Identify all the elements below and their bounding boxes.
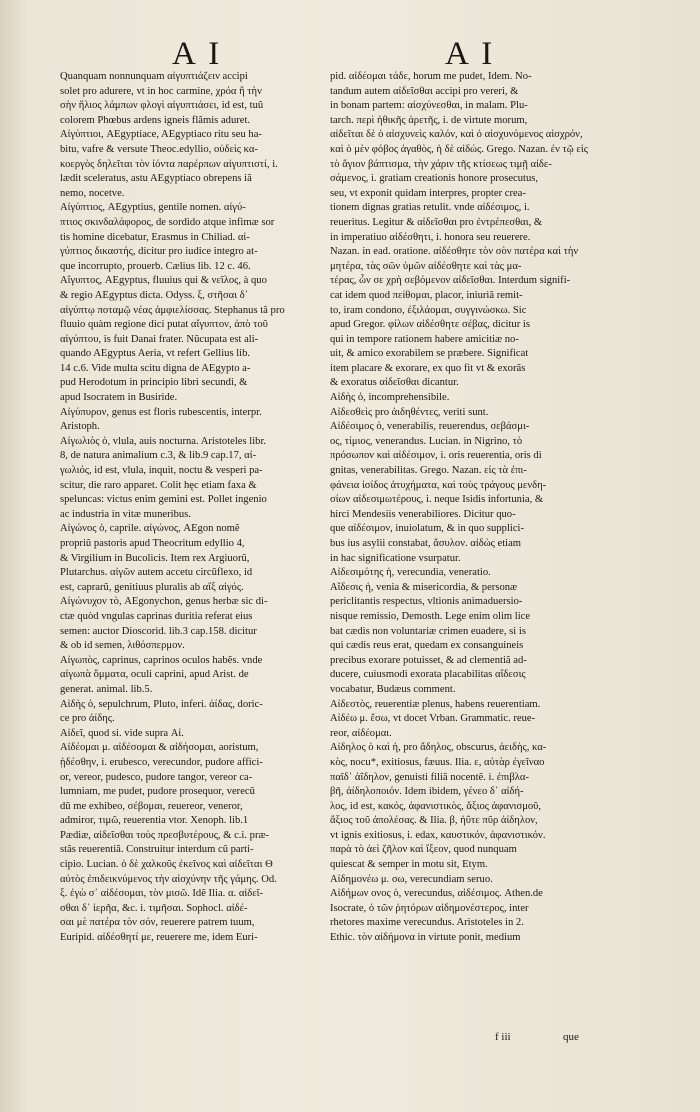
text-line: Αἴγυπτος, AEgyptus, fluuius qui & νεῖλος, à quo <box>60 275 267 287</box>
text-line: Αἰγωλιὸς ὁ, vlula, auis nocturna. Aristoteles libr. <box>60 435 267 447</box>
text-line: αἰγύπτῳ ποταμῷ νέας ἀμφιελίσσας. Stephanus tã pro <box>60 304 285 316</box>
text-line: πρόσωπον καὶ αἰδέσιμον, i. oris reuerentia, oris di <box>330 450 542 462</box>
text-line: σάμενος, i. gratiam creationis honore prosecutus, <box>330 173 539 185</box>
text-line: λος, id est, κακός, ἀφανιστικὸς, ἄξιος ἀφανισμοῦ, <box>330 800 542 812</box>
text-line: ᾐδέσθην, i. erubesco, verecundor, pudore affici- <box>60 756 263 768</box>
text-line: ac industria in vitæ muneribus. <box>60 508 191 520</box>
text-line: αἰγωπὰ ὄμματα, oculi caprini, apud Arist. de <box>60 669 249 681</box>
text-line: bus ius asylii constabat, ἄσυλον. αἰδὼς etiam <box>330 538 522 549</box>
text-line: ἄξιος τοῦ ἀπολέσας. & Ilia. β, ἠΰτε πῦρ ἀίδηλον, <box>330 815 538 827</box>
text-line: periclitantis respectus, vltionis animaduersio- <box>330 596 523 608</box>
text-line: Pædiæ, αἰδεῖσθαι τοὺς πρεσβυτέρους, & c.i. præ- <box>60 829 270 841</box>
text-line: reueritus. Legitur & αἰδεῖσθαι pro ἐντρέπεσθαι, & <box>330 216 543 228</box>
text-line: colorem Phœbus ardens igneis flãmis aduret. <box>60 114 251 126</box>
text-line: τὸ ἅγιον βάπτισμα, τὴν χάριν τῆς κτίσεως τιμῇ αἰδε- <box>330 158 552 170</box>
text-line: Αἰδὴς ὁ, incomprehensibile. <box>330 392 450 404</box>
text-line: nemo, nocetve. <box>60 187 125 199</box>
text-line: in hac significatione vsurpatur. <box>330 552 461 564</box>
text-line: Aristoph. <box>60 421 100 433</box>
left-column <box>60 70 322 946</box>
text-line: propriũ pastoris apud Theocritum edyllio 4, <box>60 538 245 549</box>
text-line: quando AEgyptus Aeria, vt refert Gellius lib. <box>60 348 251 360</box>
text-line: tarch. περὶ ἠθικῆς ἀρετῆς, i. de virtute morum, <box>330 114 528 126</box>
text-line: Αἰγώνος ὁ, caprile. αἰγώνος, AEgon nomẽ <box>60 523 240 535</box>
text-line: in bonam partem: αἰσχύνεσθαι, in malam. Plu- <box>330 100 528 112</box>
text-line: σθαι δ᾽ ἱερῆα, &c. i. τιμῆσαι. Sophocl. αἰδέ- <box>60 902 248 914</box>
text-line: vt ignis exitiosus, i. edax, καυστικόν, ἀφανιστικόν. <box>330 829 546 841</box>
text-line: tionem dignas gratias retulit. vnde αἰδέσιμος, i. <box>330 202 530 214</box>
text-line: apud Isocratem in Busiride. <box>60 392 178 404</box>
text-line: bat cædis non voluntariæ crimen euadere, si is <box>330 625 526 637</box>
text-line: γύπτιος δικαστής, dicitur pro iudice integro at- <box>60 246 258 258</box>
text-line: & exoratus αἰδεῖσθαι dicantur. <box>330 377 459 389</box>
text-line: Αἰδεῖ, quod si. vide supra Αἰ. <box>60 727 184 739</box>
text-line: πτιος σκινδαλάφορος, de sordido atque infimæ sor <box>60 216 275 228</box>
text-line: Αἰδέσιμος ὁ, venerabilis, reuerendus, σεβάσμι- <box>330 421 530 433</box>
signature-mark: f iii <box>495 1031 511 1043</box>
text-line: αὐτὸς ἐπιδεικνύμενος τὴν αἰσχύνην τῆς γάμης. Od. <box>60 873 277 885</box>
text-line: σίων αἰδεσιμωτέρους, i. neque Isidis infortunia, & <box>330 494 544 506</box>
text-line: βῆ, ἀίδηλοποιόν. Idem ibidem, γένεο δ᾽ αἰδή- <box>330 786 524 798</box>
text-line: Αἰδεσθεὶς pro ἀιδηθέντες, veriti sunt. <box>330 406 489 418</box>
text-line: ος, τίμιος, venerandus. Lucian. in Nigrino, τὸ <box>330 435 523 447</box>
text-line: in imperatiuo αἰδέσθητι, i. honora seu reuerere. <box>330 231 531 243</box>
text-line: 8, de natura animalium c.3, & lib.9 cap.17, αἰ- <box>60 450 257 462</box>
text-line: speluncas: victus enim gemini est. Pollet ingenio <box>60 494 267 506</box>
text-line: tis homine dicebatur, Erasmus in Chiliad. αἰ- <box>60 231 250 243</box>
text-line: Αἴδεσις ἡ, venia & misericordia, & personæ <box>330 581 518 593</box>
text-line: fluuio quàm regione dici putat αἴγυπτον, ἀπὸ τοῦ <box>60 319 268 331</box>
text-line: admiror, τιμῶ, reuerentia vtor. Xenoph. lib.1 <box>60 815 249 827</box>
text-line: est, caprarũ, genitiuus pluralis ab αἴξ αἰγός. <box>60 581 244 593</box>
text-line: solet pro adurere, vt in hoc carmine, χρόα ἢ τὴν <box>60 85 262 97</box>
text-line: gnitas, venerabilitas. Grego. Nazan. εἰς τὰ ἐπι- <box>330 465 527 477</box>
text-line: generat. animal. lib.5. <box>60 683 153 695</box>
text-line: lumniam, me pudet, pudore prosequor, verecũ <box>60 786 255 798</box>
text-line: bitu, vafre & versute Theoc.edyllio, οὐδεὶς κα- <box>60 143 258 155</box>
text-line: & regio AEgyptus dicta. Odyss. ξ, στῆσαι δ᾽ <box>60 289 249 301</box>
text-line: Αἰγύπυρον, genus est floris rubescentis, interpr. <box>60 406 262 418</box>
text-line: σαι μὲ πατέρα τὸν σόν, reuerere patrem tuum, <box>60 917 255 929</box>
text-line: ce pro ἀίδης. <box>60 713 115 725</box>
text-line: Euripid. αἰδέσθητί με, reuerere me, idem Euri- <box>60 932 258 944</box>
text-line: Αἰδηλος ὁ καὶ ἡ, pro ἄδηλος, obscurus, ἀειδὴς, κα- <box>330 742 547 754</box>
text-line: Αἰδήμων ονος ὁ, verecundus, αἰδέσιμος. Athen.de <box>330 888 543 900</box>
text-line: Quanquam nonnunquam αἰγυπτιάζειν accipi <box>60 71 248 82</box>
text-line: Plutarchus. αἰγῶν autem accetu circũflexo, id <box>60 567 253 579</box>
text-line: αἰδεῖται δὲ ὁ αἰσχυνεὶς καλόν, καὶ ὁ αἰσχυνόμενος αἰσχρόν, <box>330 129 583 141</box>
text-line: Αἰδημονέω μ. σω, verecundiam seruo. <box>330 873 493 885</box>
text-line: παρὰ τὸ ἀεὶ ζῆλον καὶ ἴξεον, quod nunquam <box>330 844 517 856</box>
text-line: κοεργὸς δηλεῖται τὸν ἰόντα παρέρπων αἰγυπτιστί, i. <box>60 158 278 170</box>
text-line: Αἰγύπτιος, AEgyptius, gentile nomen. αἰγύ- <box>60 202 246 214</box>
text-line: Ethic. τὸν αἰδήμονα in virtute ponit, medium <box>330 932 521 944</box>
text-line: tandum autem αἰδεῖσθαι accipi pro vereri, & <box>330 85 519 97</box>
text-line: Αἰγωπὸς, caprinus, caprinos oculos habẽs. vnde <box>60 654 263 666</box>
text-line: Αἰγώνυχον τὸ, AEgonychon, genus herbæ sic di- <box>60 596 268 608</box>
text-line: apud Gregor. φίλων αἰδέσθητε σέβας, dicitur is <box>330 319 530 331</box>
text-line: αἰγύπτου, is fuit Danai frater. Nũcupata est ali- <box>60 333 259 345</box>
running-header-right: A I <box>445 36 496 72</box>
text-line: pid. αἰδέομαι τάδε, horum me pudet, Idem. No- <box>330 71 532 82</box>
right-column <box>330 70 592 946</box>
text-line: Αἰγύπτιοι, AEgyptiace, AEgyptiaco ritu seu ha- <box>60 129 262 141</box>
text-line: semen: auctor Dioscorid. lib.3 cap.158. dicitur <box>60 625 257 637</box>
text-line: φάνεια ἰσίδος ἀτυχήματα, καὶ τοὺς τράγους μενδη- <box>330 479 547 491</box>
text-line: κὸς, nocu*, exitiosus, fæuus. Ilia. ε, αὐτὰρ ἐγεῖναο <box>330 756 545 768</box>
text-line: Isocrate, ὁ τῶν ῥητόρων αἰδημονέστερος, inter <box>330 902 529 914</box>
text-line: reor, αἰδέομαι. <box>330 727 392 739</box>
text-line: cat idem quod πείθομαι, placor, iniuriã remit- <box>330 289 523 301</box>
text-line: pud Herodotum in principio libri secundi, & <box>60 377 248 389</box>
text-line: seu, vt exponit quidam interpres, propter crea- <box>330 187 526 199</box>
text-line: que αἰδέσιμον, inuiolatum, & in quo supplici- <box>330 523 524 535</box>
running-header-left: A I <box>172 36 223 72</box>
text-line: μητέρα, τὰς σῶν ὑμῶν αἰδέσθητε καὶ τὰς μα- <box>330 260 522 272</box>
text-line: scitur, die raro apparet. Colit hęc etiam faxa & <box>60 479 257 491</box>
text-line: or, vereor, pudesco, pudore tangor, vereor ca- <box>60 771 253 783</box>
text-line: hirci Mendesiis venerabiliores. Dicitur quo- <box>330 508 516 520</box>
text-line: Nazan. in ead. oratione. αἰδέσθητε τὸν σὸν πατέρα καὶ τὴν <box>330 246 579 258</box>
text-line: ducere, cuiusmodi exorata placabilitas αἴδεσις <box>330 669 526 681</box>
text-line: Αἰδεστὸς, reuerentiæ plenus, habens reuerentiam. <box>330 698 541 710</box>
text-line: Αἰδέομαι μ. αἰδέσομαι & αἰδήσομαι, aoristum, <box>60 742 259 754</box>
text-line: ξ. ἐγὼ σ᾽ αἰδέσομαι, τὸν μισῶ. Idẽ Ilia. α. αἰδεῖ- <box>60 888 264 900</box>
text-line: que incorrupto, prouerb. Cælius lib. 12 c. 46. <box>60 260 251 272</box>
text-line: lædit sceleratus, astu AEgyptiaco obrepens iã <box>60 173 252 185</box>
text-line: γωλιός, id est, vlula, inquit, noctu & vesperi pa- <box>60 465 263 477</box>
text-line: stãs reuerentiã. Construitur interdum cũ parti- <box>60 844 254 856</box>
text-line: 14 c.6. Vide multa scitu digna de AEgypto a- <box>60 362 251 374</box>
text-line: ctæ quòd vngulas caprinas duritia referat eius <box>60 610 253 622</box>
text-line: dũ me exhibeo, σέβομαι, reuereor, veneror, <box>60 800 243 812</box>
text-line: vocabatur, Budæus comment. <box>330 683 456 695</box>
text-line: παῖδ᾽ ἀΐδηλον, genuisti filiã nocentẽ. i. ἐπιβλα- <box>330 771 530 783</box>
text-line: to, iram condono, ἐξιλάομαι, συγγινώσκω. Sic <box>330 304 527 316</box>
text-line: quiescat & semper in motu sit, Etym. <box>330 859 488 871</box>
text-line: σὴν ἥλιος λάμπων φλογὶ αἰγυπτιάσει, id est, tuũ <box>60 100 264 112</box>
text-line: rhetores maxime verecundus. Aristoteles in 2. <box>330 917 524 929</box>
text-line: & Virgilium in Bucolicis. Item rex Argiuorũ, <box>60 552 250 564</box>
text-line: precibus exorare potuisset, & ad clementiã ad- <box>330 654 527 666</box>
text-line: Αἰδὴς ὁ, sepulchrum, Pluto, inferi. ἀίδας, doric- <box>60 698 263 710</box>
text-line: καὶ ὁ μὲν φόβος ἀγαθὸς, ἡ δὲ αἰδώς. Grego. Nazan. ἐν τῷ εἰς <box>330 143 588 155</box>
text-line: Αἰδέω μ. ἔσω, vt docet Vrban. Grammatic. reue- <box>330 713 536 725</box>
text-line: nisque remissio, Demosth. Lege enim olim lice <box>330 610 531 622</box>
text-line: Αἰδεσιμότης ἡ, verecundia, veneratio. <box>330 567 491 579</box>
text-line: qui cædis reus erat, quedam ex consanguineis <box>330 640 524 652</box>
catchword: que <box>563 1031 579 1043</box>
text-line: item placare & exorare, ex quo fit vt & exorãs <box>330 362 526 374</box>
text-line: cipio. Lucian. ὁ δὲ χαλκοῦς ἐκεῖνος καὶ αἰδεῖται Θ <box>60 859 273 871</box>
text-line: uit, & amico exorabilem se præbere. Significat <box>330 348 529 360</box>
text-line: qui in tempore rationem habere amicitiæ no- <box>330 333 519 345</box>
text-line: τέρας, ὧν σε χρὴ σεβόμενον αἰδεῖσθαι. Interdum signifi- <box>330 275 571 287</box>
text-line: & ob id semen, λιθόσπερμον. <box>60 640 185 652</box>
